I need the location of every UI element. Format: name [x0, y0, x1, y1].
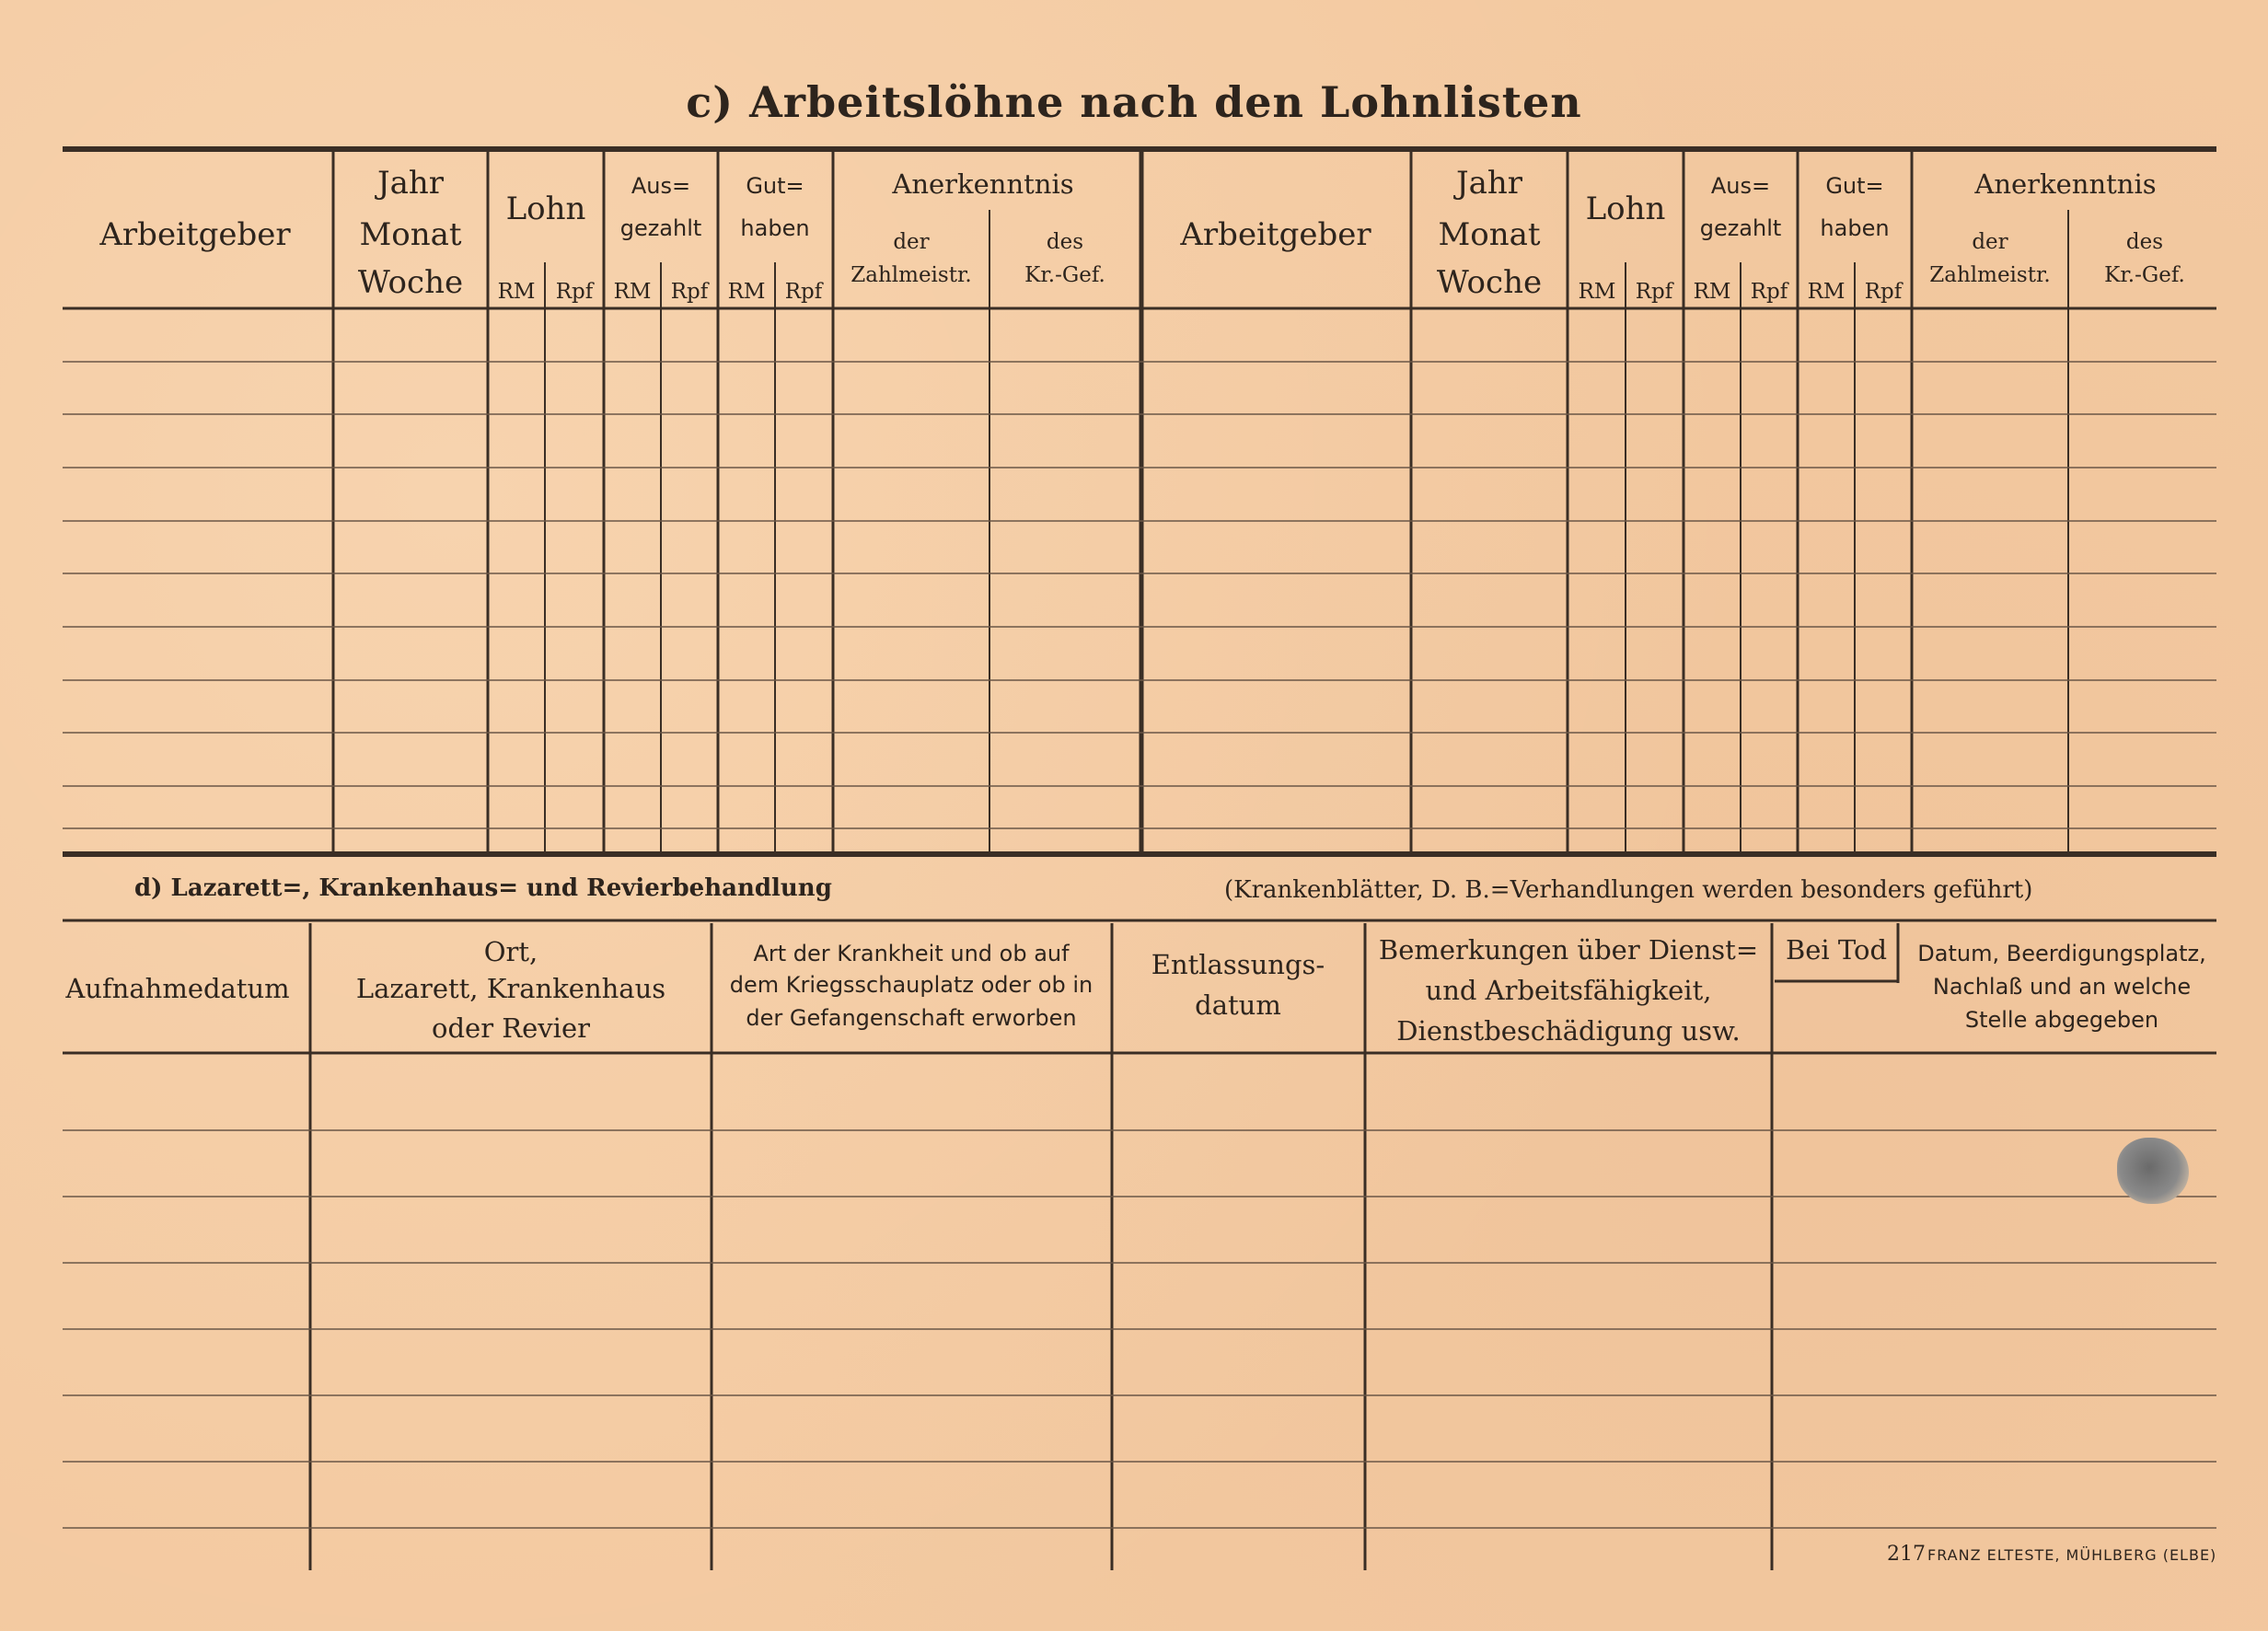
header-woche-left: Woche — [357, 264, 464, 301]
header-rm-gut-left: RM — [727, 280, 766, 304]
header-art-3: der Gefangenschaft erworben — [746, 1005, 1077, 1031]
header-bei-tod: Bei Tod — [1785, 934, 1888, 966]
header-datum-beerdigung-1: Datum, Beerdigungsplatz, — [1917, 941, 2206, 966]
header-krgef-left: Kr.-Gef. — [1024, 263, 1105, 287]
header-lohn-left: Lohn — [505, 191, 586, 227]
header-haben-left: haben — [740, 215, 810, 241]
header-datum-beerdigung-2: Nachlaß und an welche — [1932, 974, 2192, 1000]
header-art-1: Art der Krankheit und ob auf — [753, 941, 1070, 966]
header-rpf-lohn-right: Rpf — [1635, 280, 1673, 304]
header-ort-2: Lazarett, Krankenhaus — [355, 973, 666, 1004]
header-ort-1: Ort, — [483, 936, 538, 967]
header-zahlmeistr-left: Zahlmeistr. — [850, 263, 972, 287]
footer-printer: FRANZ ELTESTE, MÜHLBERG (ELBE) — [1927, 1546, 2217, 1564]
header-arbeitgeber-left: Arbeitgeber — [99, 216, 291, 253]
header-gezahlt-left: gezahlt — [619, 215, 702, 241]
header-bemerkungen-1: Bemerkungen über Dienst= — [1378, 934, 1759, 966]
header-des-left: des — [1046, 230, 1084, 254]
header-haben-right: haben — [1820, 215, 1890, 241]
header-aufnahmedatum: Aufnahmedatum — [65, 973, 290, 1004]
header-datum-beerdigung-3: Stelle abgegeben — [1964, 1007, 2159, 1033]
header-rm-lohn-right: RM — [1578, 280, 1616, 304]
header-rpf-lohn-left: Rpf — [555, 280, 594, 304]
header-rm-lohn-left: RM — [497, 280, 536, 304]
header-anerkenntnis-left: Anerkenntnis — [892, 168, 1074, 200]
section-c-title: c) Arbeitslöhne nach den Lohnlisten — [686, 77, 1582, 127]
header-ort-3: oder Revier — [432, 1012, 590, 1044]
header-bemerkungen-2: und Arbeitsfähigkeit, — [1425, 975, 1712, 1006]
header-rpf-aus-left: Rpf — [670, 280, 709, 304]
header-jahr-left: Jahr — [376, 165, 445, 202]
header-gut-left: Gut= — [746, 173, 804, 199]
section-d-note: (Krankenblätter, D. B.=Verhandlungen werden besonders geführt) — [1224, 876, 2033, 904]
header-rm-aus-left: RM — [613, 280, 652, 304]
header-der-right: der — [1972, 230, 2008, 254]
header-anerkenntnis-right: Anerkenntnis — [1974, 168, 2157, 200]
header-rm-gut-right: RM — [1807, 280, 1846, 304]
header-gezahlt-right: gezahlt — [1699, 215, 1782, 241]
header-bemerkungen-3: Dienstbeschädigung usw. — [1396, 1015, 1741, 1047]
header-monat-left: Monat — [359, 216, 462, 253]
header-woche-right: Woche — [1436, 264, 1543, 301]
header-entlassungs: Entlassungs- — [1151, 949, 1325, 980]
header-rpf-gut-right: Rpf — [1864, 280, 1903, 304]
header-monat-right: Monat — [1438, 216, 1541, 253]
footer-number: 217 — [1887, 1543, 1926, 1566]
header-gut-right: Gut= — [1825, 173, 1884, 199]
header-lohn-right: Lohn — [1585, 191, 1666, 227]
header-aus-right: Aus= — [1710, 173, 1771, 199]
header-krgef-right: Kr.-Gef. — [2104, 263, 2185, 287]
header-art-2: dem Kriegsschauplatz oder ob in — [729, 972, 1094, 998]
header-jahr-right: Jahr — [1455, 165, 1523, 202]
header-rpf-gut-left: Rpf — [784, 280, 823, 304]
header-rpf-aus-right: Rpf — [1750, 280, 1788, 304]
header-rm-aus-right: RM — [1693, 280, 1731, 304]
section-d-title: d) Lazarett=, Krankenhaus= und Revierbehandlung — [134, 874, 832, 902]
punched-hole — [2117, 1138, 2189, 1204]
header-datum: datum — [1195, 989, 1281, 1021]
header-des-right: des — [2125, 230, 2164, 254]
header-der-left: der — [893, 230, 930, 254]
header-zahlmeistr-right: Zahlmeistr. — [1929, 263, 2051, 287]
header-arbeitgeber-right: Arbeitgeber — [1180, 216, 1371, 253]
header-aus-left: Aus= — [631, 173, 691, 199]
